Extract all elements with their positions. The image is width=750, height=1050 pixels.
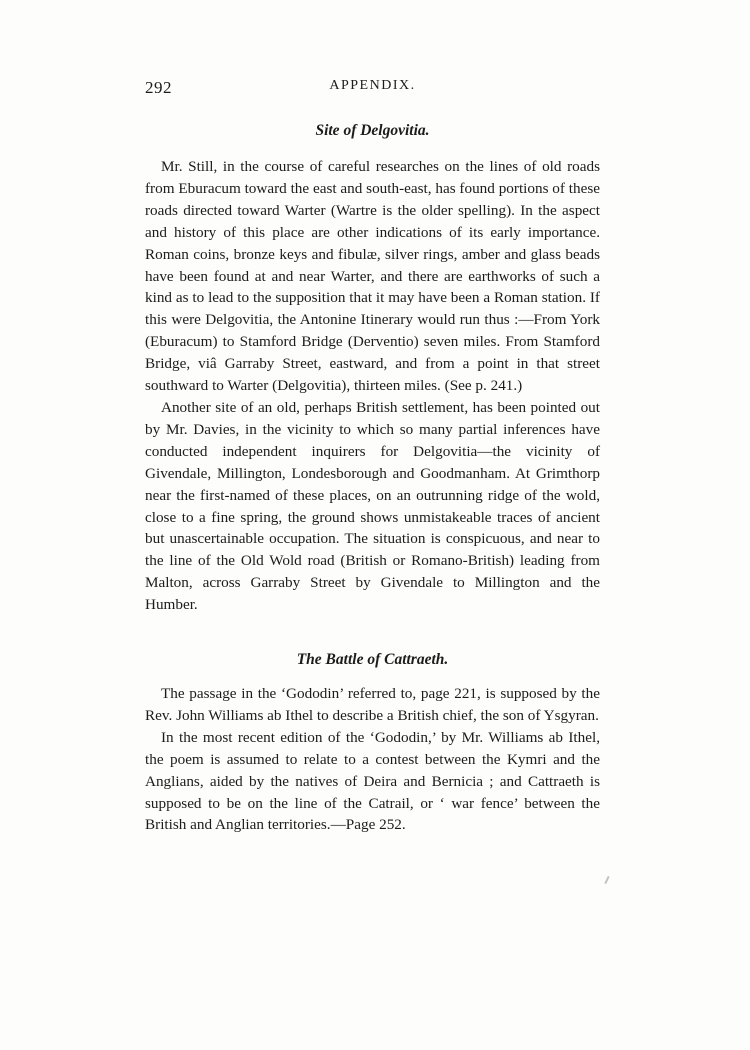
paragraph: Mr. Still, in the course of careful researches on the lines of old roads from Eburacum toward the east and south-east, has found portions of these roads directed toward Warter (Wartre is the older spelling). In the aspect and history of this place are other indications of its early importance. Roman coins, bronze keys and fibulæ, silver rings, amber and glass beads have been found at and near Warter, and there are earthworks of such a kind as to lead to the supposition that it may have been a Roman station. If this were Delgovitia, the Antonine Itinerary would run thus :—From York (Eburacum) to Stamford Bridge (Derventio) seven miles. From Stamford Bridge, viâ Garraby Street, eastward, and from a point in that street southward to Warter (Delgovitia), thirteen miles. (See p. 241.) bbox=[145, 158, 600, 395]
running-title: APPENDIX. bbox=[329, 78, 416, 93]
section-site-of-delgovitia bbox=[145, 120, 600, 616]
paragraph: In the most recent edition of the ‘Gododin,’ by Mr. Williams ab Ithel, the poem is assumed to relate to a contest between the Kymri and the Anglians, aided by the natives of Deira and Bernicia ; and Cattraeth is supposed to be on the line of the Catrail, or ‘ war fence’ between the British and Anglian territories.—Page 252. bbox=[145, 728, 600, 834]
paragraph: Another site of an old, perhaps British settlement, has been pointed out by Mr. Davies, in the vicinity to which so many partial inferences have conducted independent inquirers for Delgovitia—the vicinity of Givendale, Millington, Londesborough and Goodmanham. At Grimthorp near the first-named of these places, on an outrunning ridge of the wold, close to a fine spring, the ground shows unmistakeable traces of ancient but unascertainable occupation. The situation is conspicuous, and near to the line of the Old Wold road (British or Romano-British) leading from Malton, across Garraby Street by Givendale to Millington and the Humber. bbox=[145, 398, 600, 614]
section-battle-of-cattraeth bbox=[145, 649, 600, 836]
running-head bbox=[145, 78, 600, 102]
section-heading: Site of Delgovitia. bbox=[315, 122, 430, 139]
page-number: 292 bbox=[145, 78, 172, 97]
page-blemish bbox=[604, 876, 609, 884]
paragraph: The passage in the ‘Gododin’ referred to, page 221, is supposed by the Rev. John Williams ab Ithel to describe a British chief, the son of Ysgyran. bbox=[145, 685, 600, 724]
section-heading: The Battle of Cattraeth. bbox=[296, 651, 449, 668]
